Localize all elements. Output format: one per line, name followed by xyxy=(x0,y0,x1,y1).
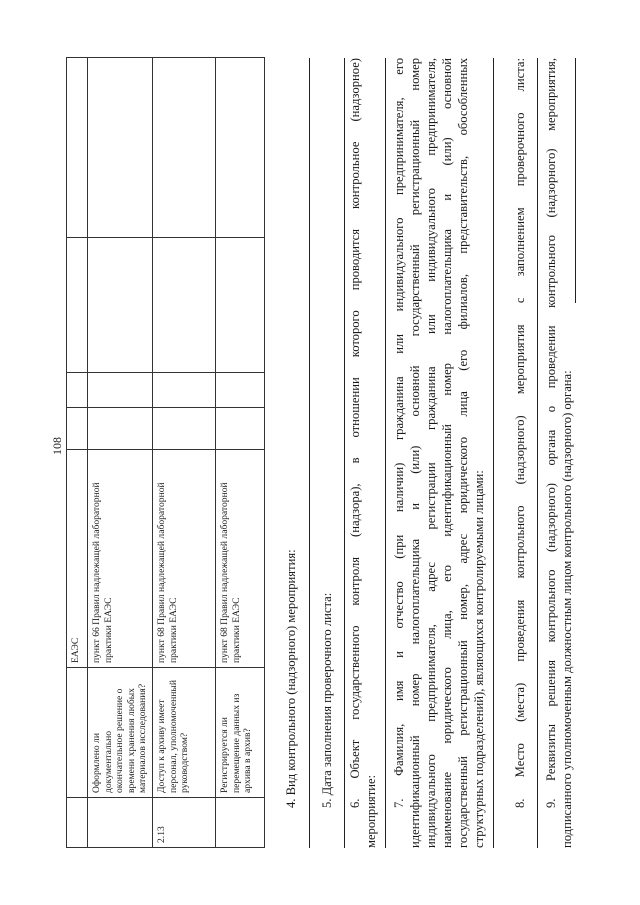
answer-cell[interactable] xyxy=(88,238,153,373)
section-5-label: 5. Дата заполнения проверочного листа: xyxy=(320,592,334,808)
item-number-cell xyxy=(88,798,153,848)
answer-cell[interactable] xyxy=(216,238,265,373)
item-number-cell: 2.13 xyxy=(153,798,216,848)
reference-cell: пункт 68 Правил надлежащей лабораторной практики ЕАЭС xyxy=(216,450,265,668)
question-cell: Регистрируется ли перемещение данных из архива в архив? xyxy=(216,668,265,798)
reference-cell: пункт 66 Правил надлежащей лабораторной практики ЕАЭС xyxy=(88,450,153,668)
reference-cell: пункт 68 Правил надлежащей лабораторной практики ЕАЭС xyxy=(153,450,216,668)
section-5-fill-line[interactable] xyxy=(344,58,345,848)
table-row xyxy=(88,58,153,848)
section-6-line-2: мероприятие: xyxy=(364,774,378,848)
table-cell xyxy=(67,373,88,408)
answer-cell[interactable] xyxy=(88,408,153,450)
question-cell: Доступ к архиву имеет персонал, уполномоченный руководством? xyxy=(153,668,216,798)
section-9-fill-line[interactable] xyxy=(575,58,576,303)
rotated-page xyxy=(50,58,607,848)
page-number: 108 xyxy=(50,437,64,455)
table-cell xyxy=(67,58,88,238)
section-7-line-2: идентификационный номер налогоплательщика и (или) основной государственный регистрационный номер xyxy=(408,58,422,848)
answer-cell[interactable] xyxy=(216,373,265,408)
reference-cell: ЕАЭС xyxy=(67,450,88,668)
table-row xyxy=(153,58,216,848)
comment-cell[interactable] xyxy=(216,58,265,238)
comment-cell[interactable] xyxy=(88,58,153,238)
table-cell xyxy=(67,408,88,450)
section-8-label: 8. Место (места) проведения контрольного (надзорного) мероприятия с заполнением проверочного листа: xyxy=(513,58,527,808)
answer-cell[interactable] xyxy=(153,238,216,373)
section-7-line-3: индивидуального предпринимателя, адрес регистрации гражданина или индивидуального предпринимателя, xyxy=(424,58,438,848)
section-7-line-5: государственный регистрационный номер, адрес юридического лица (его филиалов, представительств, обособленных xyxy=(456,58,470,848)
table-row xyxy=(67,58,88,848)
answer-cell[interactable] xyxy=(153,373,216,408)
section-8-fill-line[interactable] xyxy=(537,58,538,848)
section-7-line-4: наименование юридического лица, его идентификационный номер налогоплательщика и (или) основной xyxy=(440,58,454,848)
table-cell xyxy=(67,238,88,373)
section-7-line-6: структурных подразделений), являющихся контролируемыми лицами: xyxy=(472,470,486,848)
checklist-table xyxy=(66,57,265,848)
section-4-label: 4. Вид контрольного (надзорного) мероприятия: xyxy=(284,549,298,808)
question-cell: Оформлено ли документально окончательное решение о времени хранения любых материалов исследования? xyxy=(88,668,153,798)
section-4-fill-line[interactable] xyxy=(309,58,310,848)
answer-cell[interactable] xyxy=(216,408,265,450)
section-6-fill-line[interactable] xyxy=(385,58,386,848)
table-cell xyxy=(67,668,88,798)
section-6-line-1: 6. Объект государственного контроля (надзора), в отношении которого проводится контрольное (надзорное) xyxy=(348,58,362,808)
section-9-line-1: 9. Реквизиты решения контрольного (надзорного) органа о проведении контрольного (надзорного) мероприятия, xyxy=(544,58,558,808)
section-9-line-2: подписанного уполномоченным должностным лицом контрольного (надзорного) органа: xyxy=(560,370,574,848)
table-row xyxy=(216,58,265,848)
table-cell xyxy=(67,798,88,848)
comment-cell[interactable] xyxy=(153,58,216,238)
item-number-cell xyxy=(216,798,265,848)
answer-cell[interactable] xyxy=(153,408,216,450)
section-7-line-1: 7. Фамилия, имя и отчество (при наличии) гражданина или индивидуального предпринимателя, его xyxy=(392,58,406,808)
answer-cell[interactable] xyxy=(88,373,153,408)
section-7-fill-line[interactable] xyxy=(493,58,494,848)
